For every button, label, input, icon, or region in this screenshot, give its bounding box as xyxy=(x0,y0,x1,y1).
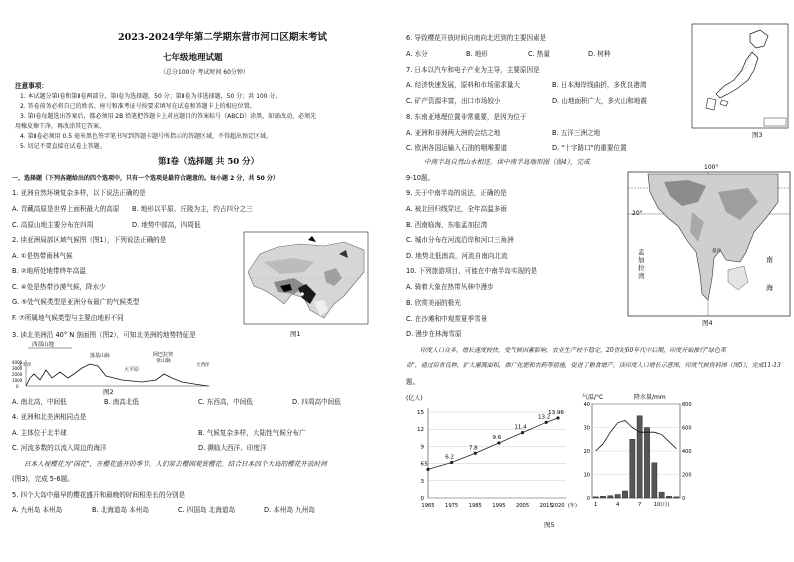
q10-option-b: B. 欣赏美丽的极光 xyxy=(406,299,461,307)
passage2b: 9-10题。 xyxy=(406,174,435,182)
exam-title: 2023-2024学年第二学期东营市河口区期末考试 xyxy=(118,32,327,43)
pop-xtick-label: 2020 xyxy=(551,503,565,509)
q7-option-b: B. 日本海岸线曲折，多优良港湾 xyxy=(552,81,647,89)
pop-data-label: 6.2 xyxy=(445,454,455,461)
q7-stem: 7. 日本以汽车和电子产业为主导，主要原因是 xyxy=(406,66,540,74)
passage1-line1: 日本人视樱花为"国花"，在樱花盛开的季节，人们常去樱园观赏樱花。结合日本四个大岛的樱花开放时间 xyxy=(24,460,327,468)
q9-option-c: C. 城市分布在河流沿岸和河口三角洲 xyxy=(406,236,514,244)
q8-option-c: C. 欧洲各国运输入石油的咽喉要道 xyxy=(406,144,508,152)
passage3-line3: 题。 xyxy=(406,378,420,386)
climate-temp-label: 气温/°C xyxy=(582,394,604,401)
north-america-profile xyxy=(12,338,212,390)
fig2-label-west: 西部山地 xyxy=(32,342,55,348)
fig1-label: 图1 xyxy=(290,330,301,338)
q4-option-c: C. 河流多数的以流入周边的海洋 xyxy=(12,444,107,452)
q9-option-a: A. 被北回归线穿过，全年高温多雨 xyxy=(406,205,507,213)
passage3-line2: 命"，通过培育良种，扩大灌溉面积，推广化肥和农药等措施，促进了粮食增产。读印度人口增长示意图，印度气候资料图（图5），完成11-13 xyxy=(406,362,781,369)
pop-xtick-label: 2005 xyxy=(515,503,530,509)
exam-meta: （总分100分 考试时间 60分钟） xyxy=(160,69,249,76)
passage1-line2: (图3)，完成 5-6题。 xyxy=(12,475,74,483)
q8-option-d: D. "十字路口"的重要位置 xyxy=(552,144,627,152)
pop-data-label: 7.8 xyxy=(468,445,478,452)
q10-stem: 10. 下列旅游项目，可能在中南半岛实现的是 xyxy=(406,267,538,275)
fig2-label-rockies: 落基山脉 xyxy=(90,353,111,359)
q9-option-d: D. 地势北低南高，河流自南向北流 xyxy=(406,252,508,260)
pop-point xyxy=(556,416,559,419)
pop-point xyxy=(497,441,500,444)
svg-text:0: 0 xyxy=(16,384,19,389)
q4-option-b: B. 气候复杂多样，大陆性气候分布广 xyxy=(198,429,306,437)
q1-option-d: D. 地势中部高，四周低 xyxy=(132,221,201,229)
climate-precip-tick: 400 xyxy=(682,449,692,455)
climate-precip-bar xyxy=(615,494,620,498)
q8-option-b: B. 五洋三洲之地 xyxy=(552,129,601,137)
q7-option-c: C. 矿产资源丰富，出口市场较小 xyxy=(406,97,501,105)
fig2-label-plains: 大平原 xyxy=(124,367,140,373)
part1-heading: 第Ⅰ卷（选择题 共 50 分） xyxy=(158,157,260,167)
climate-precip-tick: 600 xyxy=(682,425,692,432)
pop-ytick-label: 3 xyxy=(420,478,424,485)
q3-option-a: A. 南北高，中间低 xyxy=(12,398,67,406)
note-4: 4. 第Ⅱ卷必须用 0.5 毫米黑色签字笔书写到答题卡题号所指示的答题区域，不得超出预定区域。 xyxy=(20,133,272,140)
pop-xtick-label: 2015 xyxy=(539,503,553,509)
fig2-label: 图2 xyxy=(103,388,114,396)
climate-precip-bar xyxy=(666,496,671,498)
climate-month-label: 7 xyxy=(638,502,642,508)
note-2: 2. 答卷前务必将自己的姓名、座号和准考证号按要求填写在试卷和答题卡上的相应位置。 xyxy=(20,103,256,110)
pop-ylabel: (亿人) xyxy=(406,395,423,402)
q2-option-e: F. ⑦所属地气候类型与主要由地形不同 xyxy=(12,314,124,322)
fig4-sea-label: 海 xyxy=(766,284,773,292)
india-climate-chart xyxy=(576,390,704,520)
q7-option-a: A. 经济快速发展，原料和市场需求量大 xyxy=(406,81,521,89)
climate-temp-tick: 10 xyxy=(583,472,590,479)
pop-ytick-label: 15 xyxy=(417,410,424,416)
climate-precip-tick: 800 xyxy=(682,402,692,408)
q10-option-c: C. 在沙滩和中观赏夏季雪景 xyxy=(406,315,488,323)
q4-option-d: D. 濒临大西洋、印度洋 xyxy=(198,444,267,452)
q6-stem: 6. 导致樱花开放时间自南向北迟到的主要因素是 xyxy=(406,34,547,42)
svg-text:拉: 拉 xyxy=(638,264,645,272)
q6-option-d: D. 树种 xyxy=(588,50,611,58)
notes-heading: 注意事项： xyxy=(15,82,48,90)
climate-temp-tick: 30 xyxy=(583,425,590,432)
svg-text:3000: 3000 xyxy=(12,366,23,371)
climate-precip-bar xyxy=(674,497,679,498)
fig4-label: 图4 xyxy=(702,319,713,327)
climate-temp-tick: 20 xyxy=(583,449,590,455)
pop-xtick-label: 1985 xyxy=(468,503,482,509)
climate-month-label: 4 xyxy=(616,502,620,508)
fig3-label: 图3 xyxy=(752,131,763,139)
climate-precip-bar xyxy=(652,463,657,498)
q8-option-a: A. 亚洲和非洲两大洲的会结之地 xyxy=(406,129,501,137)
note-5: 5. 切记不要直接在试卷上答题。 xyxy=(20,143,106,150)
climate-temp-tick: 0 xyxy=(586,496,590,502)
q8-stem: 8. 东南亚地理位置非常重要，是因为位于 xyxy=(406,113,527,121)
indochina-map xyxy=(628,162,790,316)
climate-precip-bar xyxy=(637,416,642,498)
q1-option-b: B. 地形以平原、丘陵为主，约占四分之三 xyxy=(132,205,253,213)
pop-point xyxy=(521,431,524,434)
pop-ytick-label: 9 xyxy=(420,444,424,451)
svg-text:湾: 湾 xyxy=(638,272,645,280)
note-3b: 用橡皮擦干净，再改涂其它答案。 xyxy=(15,123,106,130)
pop-series-line xyxy=(428,418,558,469)
q10-option-d: D. 漫步在林海雪原 xyxy=(406,330,462,338)
asia-climate-map xyxy=(244,232,368,324)
note-3: 3. 第Ⅰ卷每题选出答案后，都必须用 2B 铅笔把答题卡上对应题目的答案标号（ABCD）涂黑，如需改动，必须先 xyxy=(20,113,317,120)
q3-option-d: D. 四周高中间低 xyxy=(292,398,341,406)
fig2-label-appalachian: 阿巴拉契 xyxy=(153,352,174,358)
q2-option-c: C. ④处是热带沙漠气候，降水少 xyxy=(12,283,106,291)
q10-option-a: A. 骑着大象在热带丛林中漫步 xyxy=(406,283,494,291)
pop-data-label: 13.96 xyxy=(548,409,564,416)
climate-temp-tick: 40 xyxy=(583,402,590,408)
svg-text:1000: 1000 xyxy=(12,378,23,383)
climate-precip-bar xyxy=(608,496,613,498)
pop-xtick-label: 1975 xyxy=(445,503,459,509)
q3-stem: 3. 读北美洲沿 40° N 剖面图（图2），可知北美洲的地势特征是 xyxy=(12,331,196,339)
svg-text:2000: 2000 xyxy=(12,372,23,377)
fig4-south-label: 南 xyxy=(766,256,773,264)
q9-option-b: B. 西南临海，东临孟加拉湾 xyxy=(406,221,488,229)
fig2-label-appalachian-2: 亚山脉 xyxy=(156,358,172,364)
q2-option-a: A. ①是热带雨林气候 xyxy=(12,252,73,260)
pop-data-label: 13.2 xyxy=(538,414,551,421)
q2-stem: 2. 读亚洲局部区域气候图（图1），下列说法正确的是 xyxy=(12,236,167,244)
svg-text:加: 加 xyxy=(638,256,645,264)
part1-instructions: 一、选择题（下列各题给出的四个选项中，只有一个选项是最符合题意的。每小题 2 分，共 50 分） xyxy=(12,175,279,182)
pop-point xyxy=(545,421,548,424)
fig5-label: 图5 xyxy=(544,521,555,529)
pop-data-label: 5 xyxy=(424,461,428,468)
q3-option-c: C. 东西高，中间低 xyxy=(198,398,253,406)
note-1: 1. 本试题分第Ⅰ卷和第Ⅱ卷两部分，第Ⅰ卷为选择题，50 分；第Ⅱ卷为非选择题，50 分；共 100 分。 xyxy=(20,93,282,100)
svg-text:4000: 4000 xyxy=(12,360,23,365)
q4-option-a: A. 主体位于北半球 xyxy=(12,429,67,437)
climate-precip-bar xyxy=(630,439,635,498)
fig4-bay-label: 孟 xyxy=(638,248,645,256)
climate-precip-tick: 200 xyxy=(682,472,692,479)
q5-option-d: D. 本州岛 九州岛 xyxy=(264,506,315,514)
pop-data-label: 9.6 xyxy=(492,434,502,441)
pop-ytick-label: 0 xyxy=(420,496,424,502)
q2-option-d: G. ⑤处气候类型是亚洲分布最广的气候类型 xyxy=(12,298,140,306)
climate-precip-bar xyxy=(593,497,598,498)
q5-option-c: C. 四国岛 北海道岛 xyxy=(178,506,236,514)
q2-option-b: B. ②地所处地带终年高温 xyxy=(12,267,86,275)
pop-point xyxy=(426,468,429,471)
fig2-label-pacific: 太平洋 xyxy=(18,363,32,368)
q9-stem: 9. 关于中南半岛的说法，正确的是 xyxy=(406,189,507,197)
passage2: 中南半岛自然山水相连。读中南半岛地形图（图4），完成 xyxy=(424,158,590,166)
q3-option-b: B. 南高北低 xyxy=(104,398,140,406)
india-population-chart xyxy=(402,390,576,520)
fig2-label-atlantic: 大西洋 xyxy=(196,363,210,368)
pop-point xyxy=(474,452,477,455)
q5-option-a: A. 九州岛 本州岛 xyxy=(12,506,63,514)
q7-option-d: D. 山地面积广大，多火山和地震 xyxy=(552,97,647,105)
exam-subject: 七年级地理试题 xyxy=(163,53,223,63)
pop-xlabel: (年) xyxy=(568,503,577,509)
climate-precip-bar xyxy=(659,492,664,498)
q1-stem: 1. 亚洲自然环境复杂多样，以下说法正确的是 xyxy=(12,189,146,197)
q6-option-a: A. 水分 xyxy=(406,50,428,58)
pop-data-label: 11.4 xyxy=(514,424,527,431)
fig4-lat-label: 20° xyxy=(632,210,643,217)
pop-ytick-label: 6 xyxy=(420,461,424,468)
climate-precip-bar xyxy=(622,491,627,498)
fig4-bangkok-label: 曼谷 xyxy=(712,249,721,254)
climate-precip-tick: 0 xyxy=(682,496,686,502)
passage3-line1: 印度人口众多，增长速度较快，受气候因素影响，农业生产较不稳定，20世纪60年代中后期，印度开始推行"绿色革 xyxy=(420,347,727,354)
climate-precip-bar xyxy=(644,428,649,499)
q4-stem: 4. 亚洲和北美洲相同点是 xyxy=(12,413,87,421)
q6-option-c: C. 热量 xyxy=(528,50,550,58)
climate-month-label: 1 xyxy=(594,502,598,508)
climate-temp-line xyxy=(596,420,677,451)
q1-option-a: A. 青藏高原是世界上面积最大的高原 xyxy=(12,205,120,213)
q1-option-c: C. 高原山地主要分布在四周 xyxy=(12,221,94,229)
pop-xtick-label: 1995 xyxy=(492,503,506,509)
pop-ytick-label: 12 xyxy=(417,427,424,434)
pop-point xyxy=(450,461,453,464)
climate-precip-bar xyxy=(600,496,605,498)
japan-sakura-map xyxy=(692,24,788,128)
climate-precip-label: 降水量/mm xyxy=(634,394,666,401)
q6-option-b: B. 地形 xyxy=(466,50,488,58)
pop-xtick-label: 1965 xyxy=(421,503,435,509)
q5-option-b: B. 北海道岛 本州岛 xyxy=(92,506,149,514)
q5-stem: 5. 四个大岛中最早的樱花盛开和最晚的时间相差长的分别是 xyxy=(12,491,186,499)
fig4-meridian-label: 100° xyxy=(704,164,719,171)
climate-month-label: 10(月) xyxy=(653,502,670,508)
